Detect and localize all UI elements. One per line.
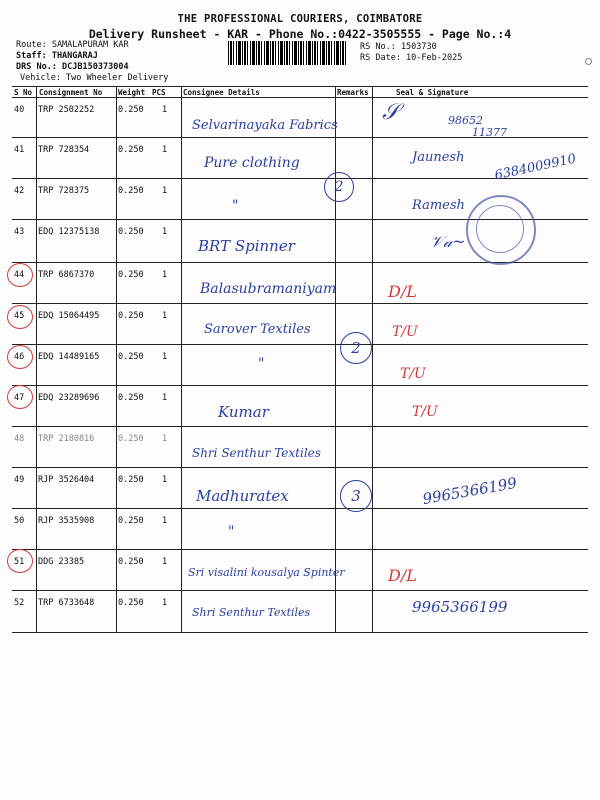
row-pcs: 1 — [162, 105, 168, 115]
col-header-weight: Weight — [118, 88, 146, 97]
row-pcs: 1 — [162, 227, 168, 237]
staff-text: Staff: THANGARAJ — [16, 51, 98, 61]
runsheet-title: THE PROFESSIONAL COURIERS, COIMBATORE — [177, 13, 423, 25]
red-circle-mark — [7, 263, 33, 287]
signature-scribble: 𝒮 — [382, 100, 400, 125]
row-weight: 0.250 — [118, 393, 144, 403]
row-consignment-no: TRP 728354 — [38, 145, 90, 155]
handwritten-consignee: Balasubramaniyam — [200, 281, 337, 297]
remark-circled-number — [340, 480, 372, 512]
row-weight: 0.250 — [118, 516, 144, 526]
row-weight: 0.250 — [118, 270, 144, 280]
col-header-consignee: Consignee Details — [183, 88, 260, 97]
remark-dl: D/L — [388, 566, 417, 585]
punch-hole-mark — [585, 58, 592, 65]
phone-number: 9965366199 — [412, 598, 508, 616]
remark-circled-number — [324, 172, 354, 202]
phone-number: 6384009910 — [493, 151, 578, 184]
row-sno: 48 — [14, 434, 25, 444]
row-pcs: 1 — [162, 393, 168, 403]
barcode — [228, 41, 348, 65]
row-sno: 44 — [14, 270, 25, 280]
row-consignment-no: EDQ 23289696 — [38, 393, 100, 403]
handwritten-consignee: Sarover Textiles — [204, 322, 311, 337]
red-circle-mark — [7, 305, 33, 329]
row-pcs: 1 — [162, 186, 168, 196]
row-weight: 0.250 — [118, 145, 144, 155]
col-header-seal: Seal & Signature — [396, 88, 469, 97]
handwritten-consignee: Sri visalini kousalya Spinter — [188, 566, 345, 579]
row-sno: 40 — [14, 105, 25, 115]
signature-scribble: 𝒱𝒶~ — [430, 232, 466, 251]
vehicle-text: Vehicle: Two Wheeler Delivery — [20, 73, 169, 83]
remark-number: 3 — [351, 487, 361, 505]
row-pcs: 1 — [162, 434, 168, 444]
row-sno: 43 — [14, 227, 25, 237]
row-weight: 0.250 — [118, 227, 144, 237]
row-pcs: 1 — [162, 270, 168, 280]
row-weight: 0.250 — [118, 557, 144, 567]
row-sno: 47 — [14, 393, 25, 403]
handwritten-consignee: Kumar — [218, 403, 269, 421]
table-row — [12, 508, 588, 548]
company-seal-stamp — [466, 195, 536, 265]
handwritten-consignee: Selvarinayaka Fabrics — [192, 118, 338, 133]
handwritten-consignee: Pure clothing — [204, 155, 300, 171]
rs-number: RS No.: 1503730 — [360, 42, 437, 52]
signature-name: Ramesh — [412, 198, 465, 213]
remark-tl: T/U — [400, 366, 426, 382]
row-weight: 0.250 — [118, 434, 144, 444]
row-sno: 42 — [14, 186, 25, 196]
row-pcs: 1 — [162, 311, 168, 321]
col-header-consignment: Consignment No — [39, 88, 103, 97]
row-sno: 46 — [14, 352, 25, 362]
row-pcs: 1 — [162, 557, 168, 567]
row-weight: 0.250 — [118, 475, 144, 485]
route-text: Route: SAMALAPURAM KAR — [16, 40, 129, 50]
handwritten-consignee: " — [228, 524, 235, 540]
row-pcs: 1 — [162, 516, 168, 526]
remark-dl: D/L — [388, 282, 417, 301]
row-consignment-no: TRP 728375 — [38, 186, 90, 196]
remark-number: 2 — [351, 339, 361, 357]
col-header-pcs: PCS — [152, 88, 166, 97]
handwritten-consignee: BRT Spinner — [198, 237, 295, 255]
row-consignment-no: RJP 3535908 — [38, 516, 95, 526]
col-header-remarks: Remarks — [337, 88, 369, 97]
red-circle-mark — [7, 549, 33, 573]
row-weight: 0.250 — [118, 186, 144, 196]
row-sno: 49 — [14, 475, 25, 485]
table-row — [12, 344, 588, 384]
remark-tl: T/U — [392, 324, 418, 340]
row-sno: 51 — [14, 557, 25, 567]
phone-number: 9965366199 — [421, 473, 519, 509]
red-circle-mark — [7, 345, 33, 369]
remark-number: 2 — [334, 179, 344, 195]
row-consignment-no: EDQ 12375138 — [38, 227, 100, 237]
row-consignment-no: EDQ 15064495 — [38, 311, 100, 321]
row-weight: 0.250 — [118, 311, 144, 321]
row-sno: 41 — [14, 145, 25, 155]
row-pcs: 1 — [162, 598, 168, 608]
runsheet-subtitle: Delivery Runsheet - KAR - Phone No.:0422-3505555 - Page No.:4 — [88, 27, 512, 41]
row-pcs: 1 — [162, 145, 168, 155]
row-weight: 0.250 — [118, 105, 144, 115]
table-top-line — [12, 86, 588, 87]
row-consignment-no: TRP 6867370 — [38, 270, 95, 280]
drs-text: DRS No.: DCJB150373004 — [16, 62, 129, 72]
row-consignment-no: TRP 2180816 — [38, 434, 95, 444]
handwritten-consignee: Shri Senthur Textiles — [192, 446, 321, 460]
handwritten-consignee: " — [258, 356, 265, 372]
remark-circled-number — [340, 332, 372, 364]
signature-number: 11377 — [472, 126, 507, 139]
signature-name: Jaunesh — [412, 150, 465, 165]
row-sno: 45 — [14, 311, 25, 321]
row-sno: 50 — [14, 516, 25, 526]
handwritten-consignee: Madhuratex — [196, 487, 289, 505]
handwritten-consignee: " — [232, 198, 239, 214]
red-circle-mark — [7, 385, 33, 409]
row-consignment-no: EDQ 14489165 — [38, 352, 100, 362]
row-consignment-no: RJP 3526404 — [38, 475, 95, 485]
row-sno: 52 — [14, 598, 25, 608]
signature-number: 98652 — [448, 114, 483, 127]
remark-tl: T/U — [412, 404, 438, 420]
handwritten-consignee: Shri Senthur Textiles — [192, 606, 311, 619]
row-pcs: 1 — [162, 352, 168, 362]
col-header-sno: S No — [14, 88, 33, 97]
row-consignment-no: DDG 23385 — [38, 557, 85, 567]
row-weight: 0.250 — [118, 352, 144, 362]
rs-date: RS Date: 10-Feb-2025 — [360, 53, 463, 63]
row-pcs: 1 — [162, 475, 168, 485]
row-consignment-no: TRP 6733648 — [38, 598, 95, 608]
row-consignment-no: TRP 2502252 — [38, 105, 95, 115]
table-row — [12, 385, 588, 425]
row-weight: 0.250 — [118, 598, 144, 608]
table-bottom-line — [12, 632, 588, 633]
